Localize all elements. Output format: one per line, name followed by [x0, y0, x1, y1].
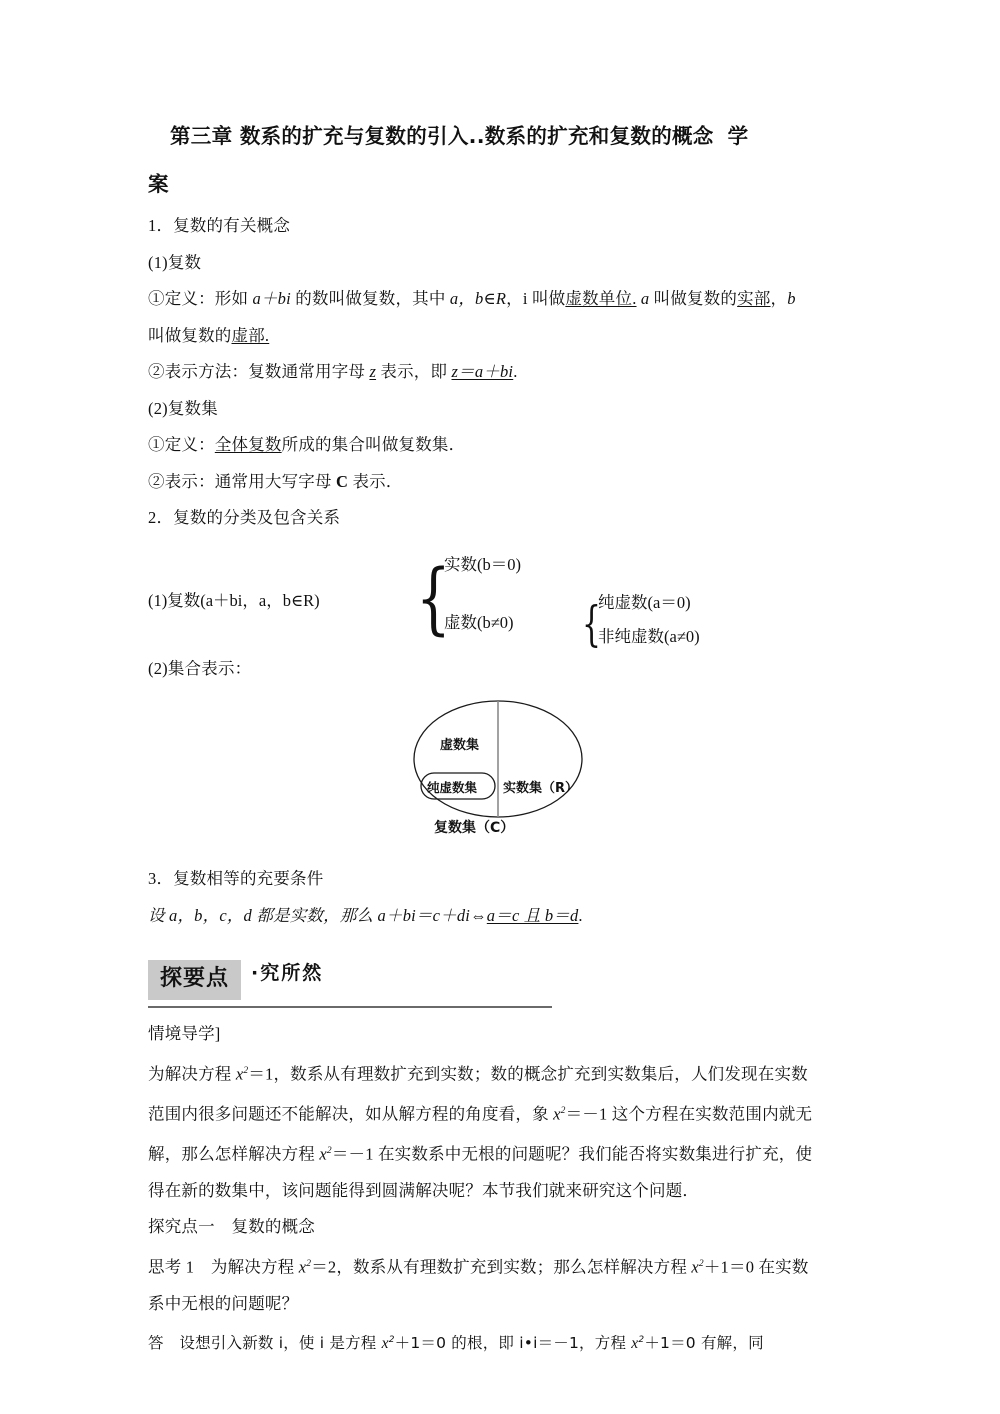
- def-mid: 的数叫做复数，其中: [290, 289, 450, 308]
- page-title-tail: 学: [727, 124, 749, 148]
- section1-item1-label: (1)复数: [148, 252, 202, 272]
- ans-x2: x: [631, 1335, 639, 1353]
- section3-heading: 3．复数相等的充要条件: [148, 869, 324, 888]
- t1l1-sup2: 2: [698, 1258, 704, 1269]
- document-page: [148, 0, 858, 1363]
- section1-representation: [148, 354, 858, 391]
- p1l1-b: ＝1，数系从有理数扩充到实数；数的概念扩充到实数集后，人们发现在实数: [248, 1064, 808, 1083]
- p1l1-sup: 2: [243, 1065, 249, 1076]
- classification-row-real: 实数(b＝0): [444, 554, 521, 574]
- p1l3-b: ＝－1 在实数系中无根的问题呢？我们能否将实数集进行扩充，使: [331, 1144, 813, 1163]
- t1l1-sup1: 2: [306, 1258, 312, 1269]
- ans-a: 答 设想引入新数 i，使 i 是方程: [148, 1334, 382, 1353]
- p1l2-x: x: [553, 1104, 561, 1123]
- equality-end: .: [578, 905, 583, 925]
- rep-mid: 表示，即: [376, 362, 452, 381]
- set-def-rest: 所成的集合叫做复数集．: [281, 435, 466, 454]
- intro-paragraph-line1: [148, 1053, 858, 1093]
- def-mid5: ，: [770, 289, 788, 308]
- p1l3-sup: 2: [326, 1145, 332, 1156]
- t1l1-a: 思考 1 为解决方程: [148, 1257, 299, 1276]
- set-def-underline: 全体复数: [214, 435, 282, 454]
- intro-paragraph-line3: [148, 1133, 858, 1173]
- venn-label-pure-imaginary-set: 纯虚数集: [427, 780, 478, 795]
- explore-section-header: [148, 958, 858, 1016]
- section2-heading: 2．复数的分类及包含关系: [148, 508, 341, 527]
- complex-number-set-venn-diagram: [410, 697, 600, 827]
- def-underline-imag: 虚部.: [231, 325, 270, 345]
- t1l1-b: ＝2，数系从有理数扩充到实数；那么怎样解决方程: [311, 1257, 692, 1276]
- classification-label: [148, 587, 320, 611]
- think-1-line2: 系中无根的问题呢？: [148, 1293, 299, 1313]
- p1l2-a: 范围内很多问题还不能解决，如从解方程的角度看，象: [148, 1104, 554, 1123]
- def-ab: a，b∈R: [449, 289, 507, 308]
- def-a: a: [640, 289, 650, 308]
- inner-brace-icon: {: [582, 595, 601, 652]
- set-rep-rest: 表示．: [348, 471, 403, 491]
- section1-definition-line2: [148, 318, 858, 355]
- ans-c: ＋1＝0 有解，同: [644, 1334, 764, 1353]
- rep-z: z: [369, 362, 377, 381]
- answer-line: [148, 1322, 858, 1363]
- section1-definition-line1: [148, 281, 858, 318]
- equality-underlined: a＝c 且 b＝d: [486, 905, 579, 925]
- section2-set-label: (2)集合表示：: [148, 658, 252, 678]
- classification-label-text: (1)复数(a＋bi，a，b∈R): [148, 590, 320, 610]
- section1-set-definition: [148, 427, 858, 464]
- set-rep-symbol: C: [336, 471, 349, 491]
- complex-classification-diagram: [148, 547, 858, 651]
- def-formula: a＋bi: [252, 289, 291, 308]
- def-underline-real: 实部: [737, 289, 771, 308]
- explore-chip: 探要点: [148, 960, 241, 1000]
- venn-diagram-wrap: [148, 693, 858, 861]
- t1l1-c: ＋1＝0 在实数: [703, 1257, 809, 1276]
- section1-item2-label: (2)复数集: [148, 398, 218, 418]
- def-mid2: ，i 叫做: [506, 289, 566, 308]
- page-title: [148, 112, 858, 160]
- set-def-prefix: ①定义：: [148, 435, 215, 454]
- rep-formula: z＝a＋bi: [451, 362, 514, 381]
- ans-sup2: 2: [638, 1335, 645, 1345]
- think-1-line1: [148, 1246, 858, 1286]
- classification-row-imaginary: 虚数(b≠0): [444, 612, 514, 632]
- section1-set-representation: [148, 464, 858, 501]
- ans-b: ＋1＝0 的根，即 i•i＝－1，方程: [394, 1334, 632, 1353]
- p1l1-x: x: [235, 1064, 244, 1083]
- ans-x1: x: [381, 1335, 389, 1353]
- def-underline-unit: 虚数单位.: [565, 289, 637, 308]
- rep-end: .: [513, 362, 518, 381]
- t1l1-x1: x: [298, 1257, 307, 1276]
- p1l2-b: ＝－1 这个方程在实数范围内就无: [565, 1104, 813, 1123]
- def-line2-prefix: 叫做复数的: [148, 325, 232, 345]
- def-b: b: [787, 289, 796, 308]
- p1l2-sup: 2: [560, 1105, 566, 1116]
- p1l3-x: x: [319, 1144, 327, 1163]
- classification-row-pure-imaginary: 纯虚数(a＝0): [598, 592, 691, 612]
- outer-brace-icon: {: [416, 553, 451, 644]
- p1l1-a: 为解决方程: [148, 1064, 236, 1083]
- def-mid4: 叫做复数的: [649, 289, 738, 308]
- section1-heading: 1．复数的有关概念: [148, 216, 291, 235]
- def-prefix: ①定义：形如: [148, 289, 253, 308]
- classification-row-nonpure-imaginary: 非纯虚数(a≠0): [598, 626, 700, 646]
- ans-sup1: 2: [388, 1335, 395, 1345]
- p1l3-a: 解，那么怎样解决方程: [148, 1144, 320, 1163]
- venn-label-imaginary-set: 虚数集: [440, 738, 480, 753]
- t1l1-x2: x: [691, 1257, 699, 1276]
- explore-point-1-label: 探究点一 复数的概念: [148, 1217, 315, 1236]
- section3-equality-condition: [148, 898, 858, 935]
- venn-label-real-set: 实数集（R）: [503, 781, 579, 796]
- equality-prefix: 设 a，b，c，d 都是实数，那么 a＋bi＝c＋di⇔: [148, 905, 487, 925]
- explore-subtitle: ·究所然: [251, 962, 324, 984]
- intro-paragraph-line2: [148, 1093, 858, 1133]
- page-title-line2: 案: [148, 172, 169, 196]
- intro-paragraph-line4: 得在新的数集中，该问题能得到圆满解决呢？本节我们就来研究这个问题．: [148, 1180, 700, 1200]
- page-title-main: 第三章 数系的扩充与复数的引入..数系的扩充和复数的概念: [170, 124, 714, 148]
- explore-header-rule: [148, 1006, 552, 1008]
- set-rep-prefix: ②表示：通常用大写字母: [148, 471, 337, 491]
- rep-prefix: ②表示方法：复数通常用字母: [148, 362, 370, 381]
- venn-caption: 复数集（C）: [434, 820, 515, 836]
- intro-label: 情境导学]: [148, 1024, 221, 1043]
